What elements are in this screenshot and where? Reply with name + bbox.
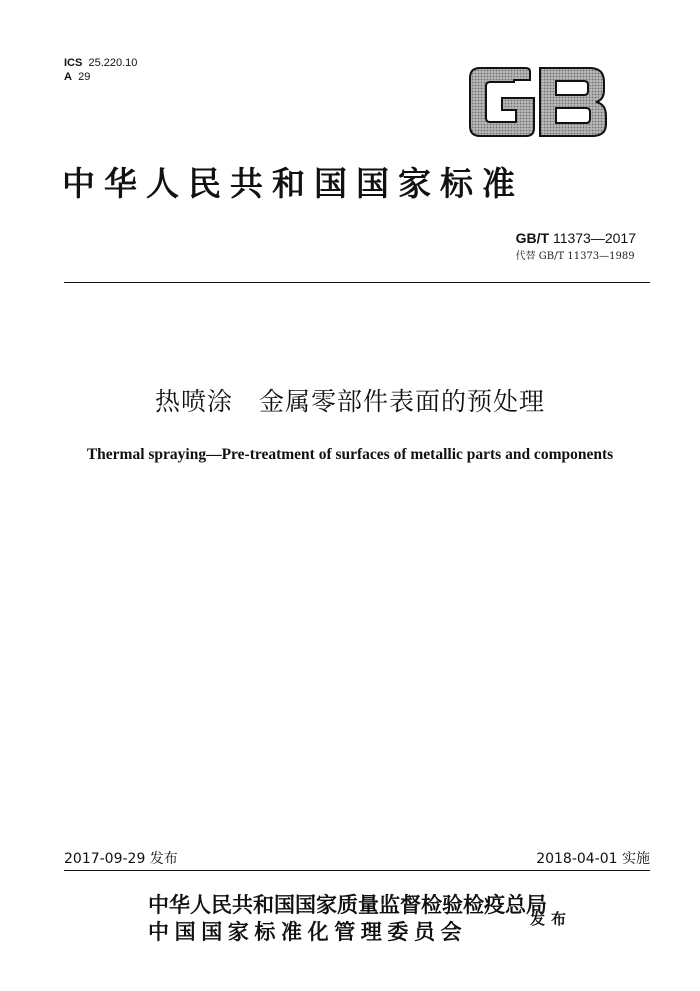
effective-date: 2018-04-01 实施 [536,851,650,867]
publish-label: 发布 [530,910,573,928]
issuing-authorities [148,891,547,945]
issue-date: 2017-09-29 发布 [64,851,178,867]
issuer-line-1: 中华人民共和国国家质量监督检验检疫总局 [148,892,547,917]
replaces-note: 代替 GB/T 11373—1989 [515,251,635,262]
class-label: A [64,71,72,83]
top-divider [64,282,650,283]
standard-code: 11373—2017 [552,230,636,246]
ics-label: ICS [64,57,83,69]
standard-prefix: GB/T [515,230,550,246]
class-code: 29 [78,71,91,83]
standard-number-block [516,230,636,262]
bottom-divider [64,870,650,871]
ics-line [64,56,137,70]
class-line [64,70,137,84]
standard-number [516,230,636,246]
gb-logo-icon [468,66,608,138]
document-title-en: Thermal spraying—Pre-treatment of surfaces of metallic parts and components [86,446,614,463]
ics-code: 25.220.10 [88,57,138,69]
classification-codes [64,56,137,84]
document-title-cn: 热喷涂 金属零部件表面的预处理 [154,387,545,416]
gb-logo-text: GB [468,66,470,67]
issuer-line-2: 中国国家标准化管理委员会 [148,919,468,944]
national-standard-title: 中华人民共和国国家标准 [62,164,524,203]
